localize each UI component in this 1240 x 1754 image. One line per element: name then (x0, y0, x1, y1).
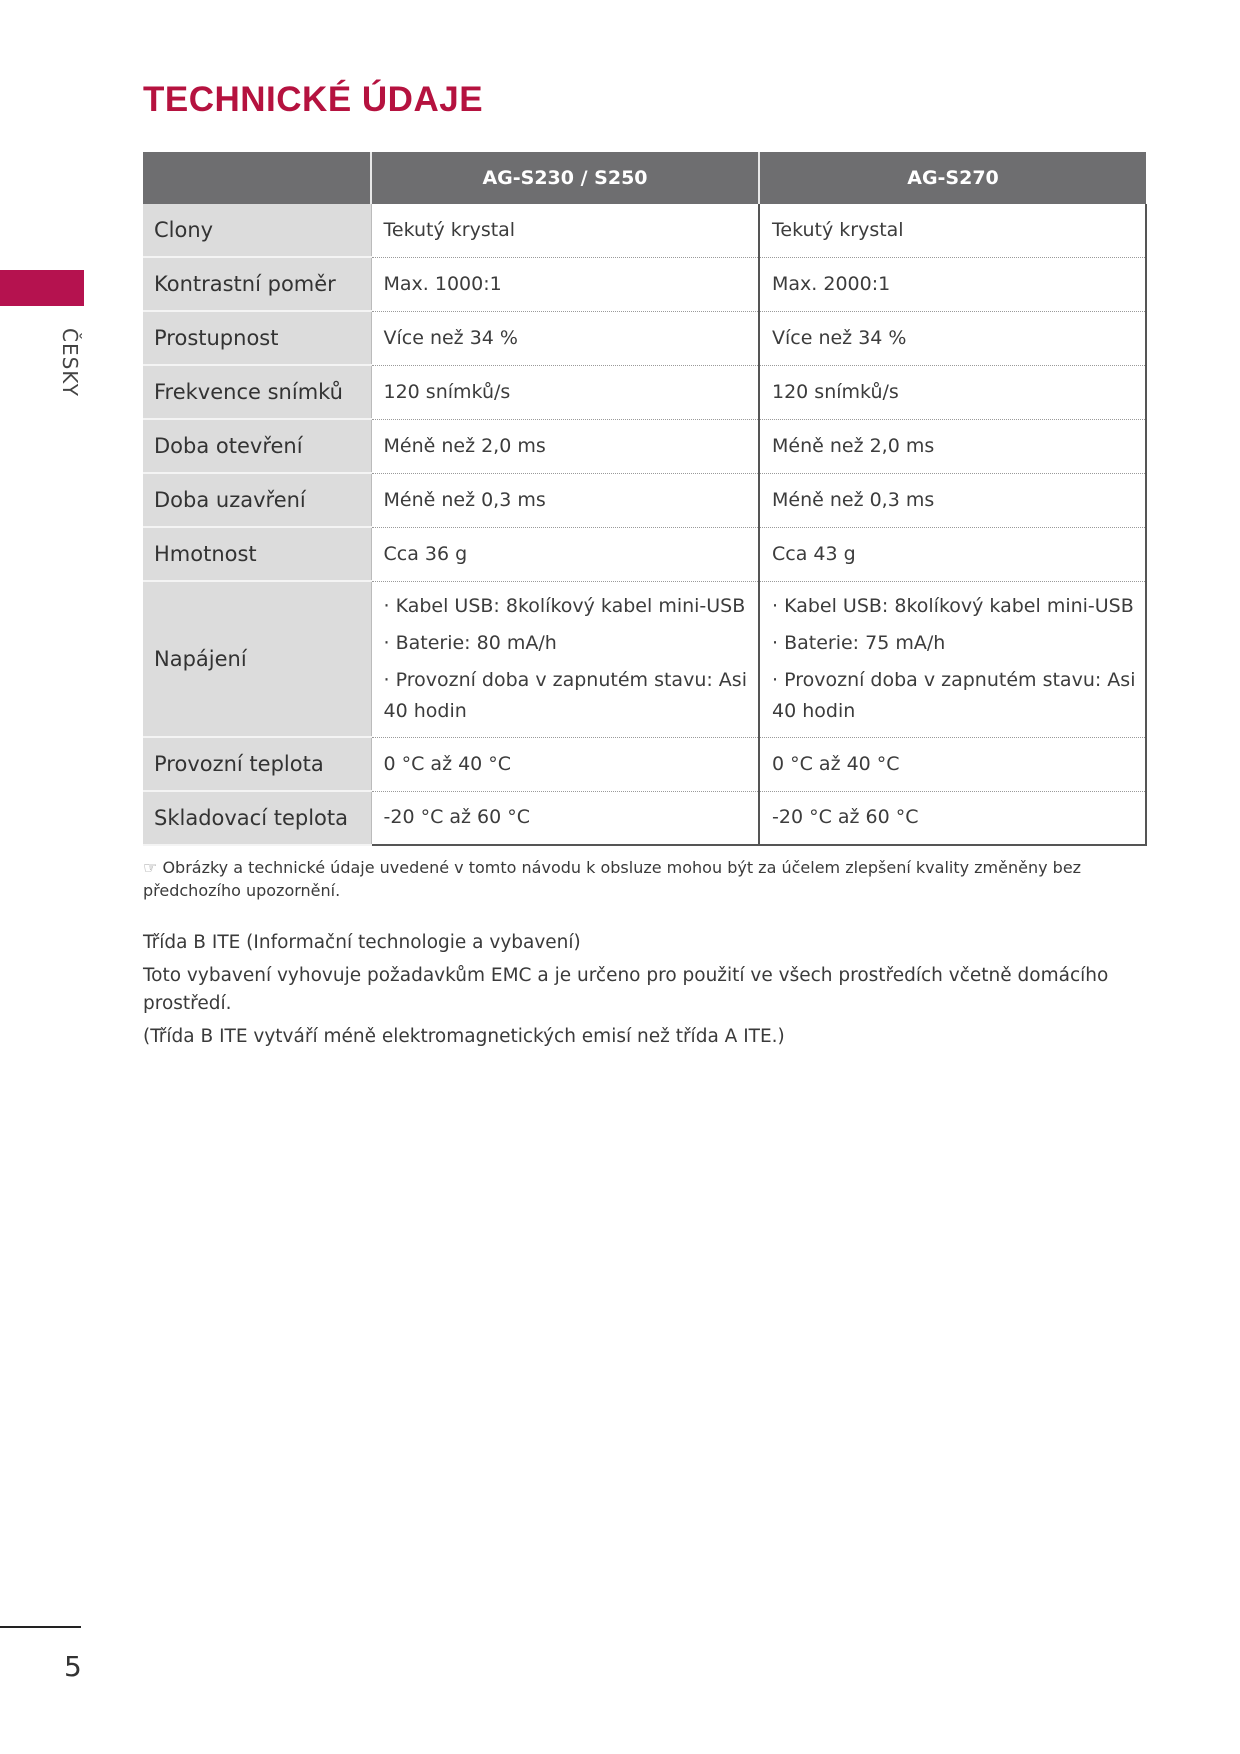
language-label: ČESKY (58, 328, 82, 397)
table-row (143, 311, 1146, 365)
footnote-text: Obrázky a technické údaje uvedené v tomto návodu k obsluze mohou být za účelem zlepšení kvality změněny bez předchozího upozornění. (143, 858, 1082, 900)
row-label: Doba otevření (143, 419, 371, 473)
table-header-row (143, 152, 1146, 204)
cell-value: Méně než 2,0 ms (759, 419, 1146, 473)
table-row (143, 365, 1146, 419)
cell-value: 120 snímků/s (759, 365, 1146, 419)
cell-value: Cca 43 g (759, 527, 1146, 581)
cell-value: 120 snímků/s (371, 365, 759, 419)
cell-value-list (759, 581, 1146, 737)
page-number-rule (0, 1626, 81, 1628)
cell-value: Méně než 0,3 ms (371, 473, 759, 527)
cell-value: 0 °C až 40 °C (759, 737, 1146, 791)
row-label: Provozní teplota (143, 737, 371, 791)
row-label: Prostupnost (143, 311, 371, 365)
page-number: 5 (64, 1650, 82, 1683)
row-label: Frekvence snímků (143, 365, 371, 419)
cell-value: -20 °C až 60 °C (371, 791, 759, 845)
table-row (143, 737, 1146, 791)
list-item: · Baterie: 80 mA/h (383, 632, 557, 654)
cell-value-list (371, 581, 759, 737)
table-row-power (143, 581, 1146, 737)
table-row (143, 419, 1146, 473)
row-label: Skladovací teplota (143, 791, 371, 845)
cell-value: Méně než 0,3 ms (759, 473, 1146, 527)
list-item: · Kabel USB: 8kolíkový kabel mini-USB (383, 595, 746, 617)
page-title: TECHNICKÉ ÚDAJE (143, 80, 484, 119)
table-row (143, 791, 1146, 845)
specifications-table (143, 152, 1147, 846)
pointing-hand-icon: ☞ (143, 858, 158, 877)
cell-value: 0 °C až 40 °C (371, 737, 759, 791)
cell-value: Max. 2000:1 (759, 257, 1146, 311)
notice-line: (Třída B ITE vytváří méně elektromagnetických emisí než třída A ITE.) (143, 1026, 785, 1047)
header-model-s230-s250: AG-S230 / S250 (371, 152, 759, 204)
footnote (143, 856, 1143, 902)
language-tab-marker (0, 270, 84, 306)
cell-value: Max. 1000:1 (371, 257, 759, 311)
cell-value: Tekutý krystal (371, 204, 759, 257)
row-label: Doba uzavření (143, 473, 371, 527)
list-item: · Provozní doba v zapnutém stavu: Asi 40 hodin (383, 669, 747, 722)
cell-value: Cca 36 g (371, 527, 759, 581)
row-label: Kontrastní poměr (143, 257, 371, 311)
header-model-s270: AG-S270 (759, 152, 1146, 204)
header-empty (143, 152, 371, 204)
cell-value: Více než 34 % (759, 311, 1146, 365)
row-label: Napájení (143, 581, 371, 737)
list-item: · Kabel USB: 8kolíkový kabel mini-USB (772, 595, 1134, 617)
table-row (143, 257, 1146, 311)
row-label: Hmotnost (143, 527, 371, 581)
notice-line: Třída B ITE (Informační technologie a vybavení) (143, 932, 581, 953)
table-row (143, 473, 1146, 527)
cell-value: Tekutý krystal (759, 204, 1146, 257)
cell-value: Více než 34 % (371, 311, 759, 365)
notice-line: Toto vybavení vyhovuje požadavkům EMC a je určeno pro použití ve všech prostředích včetně domácího prostředí. (143, 965, 1109, 1014)
table-row (143, 527, 1146, 581)
emc-notice (143, 929, 1143, 1056)
table-row (143, 204, 1146, 257)
list-item: · Baterie: 75 mA/h (772, 632, 946, 654)
list-item: · Provozní doba v zapnutém stavu: Asi 40 hodin (772, 669, 1136, 722)
cell-value: -20 °C až 60 °C (759, 791, 1146, 845)
row-label: Clony (143, 204, 371, 257)
cell-value: Méně než 2,0 ms (371, 419, 759, 473)
